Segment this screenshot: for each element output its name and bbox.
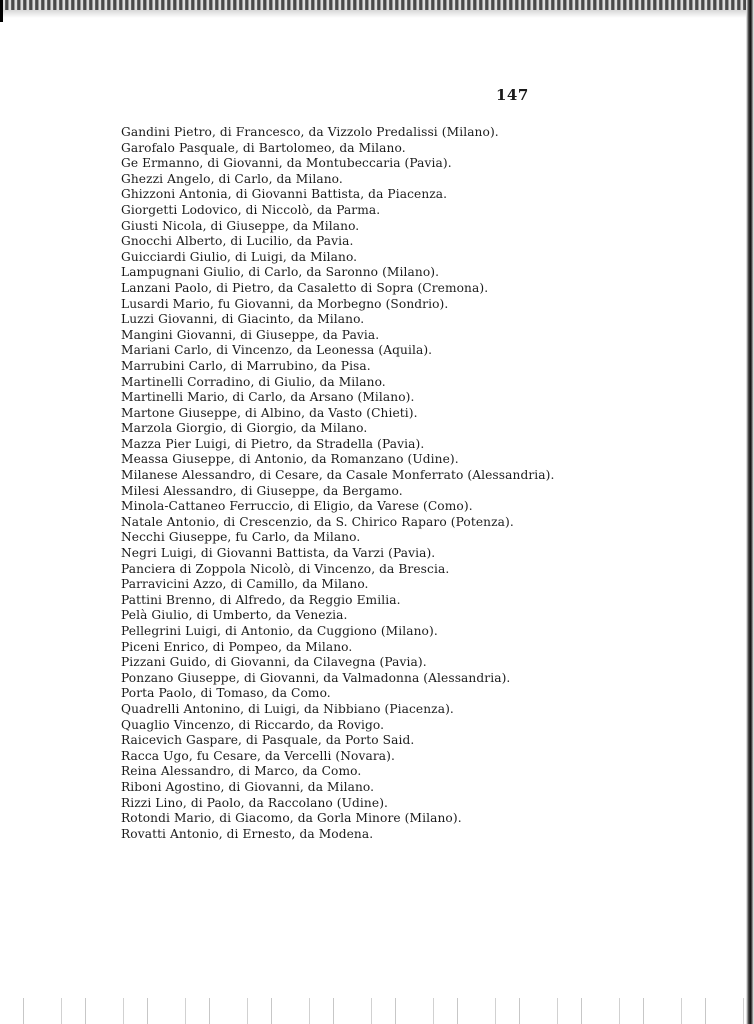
list-item: Raicevich Gaspare, di Pasquale, da Porto Said.	[121, 733, 415, 748]
scan-top-shadow	[0, 10, 754, 18]
list-item: Ghezzi Angelo, di Carlo, da Milano.	[121, 171, 343, 186]
list-item: Lampugnani Giulio, di Carlo, da Saronno (Milano).	[121, 265, 440, 280]
list-item: Gandini Pietro, di Francesco, da Vizzolo Predalissi (Milano).	[121, 125, 499, 139]
list-item: Rizzi Lino, di Paolo, da Raccolano (Udine).	[121, 795, 389, 810]
list-item: Quaglio Vincenzo, di Riccardo, da Rovigo.	[121, 717, 385, 732]
list-item: Natale Antonio, di Crescenzio, da S. Chirico Raparo (Potenza).	[121, 514, 514, 529]
list-item: Racca Ugo, fu Cesare, da Vercelli (Novara).	[121, 748, 395, 763]
list-item: Mangini Giovanni, di Giuseppe, da Pavia.	[121, 327, 380, 342]
list-item: Giorgetti Lodovico, di Niccolò, da Parma.	[121, 202, 381, 217]
list-item: Parravicini Azzo, di Camillo, da Milano.	[121, 577, 369, 592]
scan-right-edge	[746, 0, 754, 1024]
page-number: 147	[496, 86, 529, 104]
list-item: Martone Giuseppe, di Albino, da Vasto (Chieti).	[121, 405, 418, 420]
list-item: Negri Luigi, di Giovanni Battista, da Varzi (Pavia).	[121, 546, 436, 561]
name-list	[121, 125, 561, 842]
list-item: Luzzi Giovanni, di Giacinto, da Milano.	[121, 312, 365, 327]
list-item: Piceni Enrico, di Pompeo, da Milano.	[121, 639, 353, 654]
list-item: Meassa Giuseppe, di Antonio, da Romanzano (Udine).	[121, 452, 459, 467]
list-item: Pellegrini Luigi, di Antonio, da Cuggiono (Milano).	[121, 624, 438, 638]
list-item: Minola-Cattaneo Ferruccio, di Eligio, da Varese (Como).	[121, 499, 473, 514]
list-item: Quadrelli Antonino, di Luigi, da Nibbiano (Piacenza).	[121, 701, 454, 716]
list-item: Porta Paolo, di Tomaso, da Como.	[121, 686, 331, 701]
list-item: Martinelli Mario, di Carlo, da Arsano (Milano).	[121, 390, 415, 405]
scan-top-edge	[0, 0, 754, 10]
list-item: Mazza Pier Luigi, di Pietro, da Stradella (Pavia).	[121, 436, 425, 451]
list-item: Pattini Brenno, di Alfredo, da Reggio Emilia.	[121, 592, 401, 607]
list-item: Reina Alessandro, di Marco, da Como.	[121, 764, 362, 779]
list-item: Garofalo Pasquale, di Bartolomeo, da Milano.	[121, 140, 406, 155]
list-item: Lusardi Mario, fu Giovanni, da Morbegno (Sondrio).	[121, 296, 449, 311]
list-item: Rovatti Antonio, di Ernesto, da Modena.	[121, 826, 374, 841]
list-item: Marzola Giorgio, di Giorgio, da Milano.	[121, 421, 368, 436]
list-item: Martinelli Corradino, di Giulio, da Milano.	[121, 374, 386, 389]
scan-bottom-noise	[0, 998, 754, 1024]
list-item: Milesi Alessandro, di Giuseppe, da Bergamo.	[121, 483, 403, 498]
list-item: Lanzani Paolo, di Pietro, da Casaletto di Sopra (Cremona).	[121, 280, 489, 295]
list-item: Rotondi Mario, di Giacomo, da Gorla Minore (Milano).	[121, 811, 462, 826]
list-item: Ge Ermanno, di Giovanni, da Montubeccaria (Pavia).	[121, 156, 452, 171]
list-item: Pizzani Guido, di Giovanni, da Cilavegna (Pavia).	[121, 655, 427, 670]
list-item: Guicciardi Giulio, di Luigi, da Milano.	[121, 249, 358, 264]
list-item: Necchi Giuseppe, fu Carlo, da Milano.	[121, 530, 361, 545]
list-item: Ponzano Giuseppe, di Giovanni, da Valmadonna (Alessandria).	[121, 670, 511, 685]
list-item: Riboni Agostino, di Giovanni, da Milano.	[121, 779, 375, 794]
list-item: Panciera di Zoppola Nicolò, di Vincenzo, da Brescia.	[121, 561, 450, 576]
list-item: Marrubini Carlo, di Marrubino, da Pisa.	[121, 358, 371, 373]
list-item: Milanese Alessandro, di Cesare, da Casale Monferrato (Alessandria).	[121, 468, 555, 483]
list-item: Ghizzoni Antonia, di Giovanni Battista, da Piacenza.	[121, 187, 448, 202]
list-item: Giusti Nicola, di Giuseppe, da Milano.	[121, 218, 360, 233]
list-item: Gnocchi Alberto, di Lucilio, da Pavia.	[121, 234, 354, 249]
list-item: Pelà Giulio, di Umberto, da Venezia.	[121, 608, 348, 623]
scan-left-mark	[0, 0, 3, 22]
list-item: Mariani Carlo, di Vincenzo, da Leonessa (Aquila).	[121, 343, 433, 358]
